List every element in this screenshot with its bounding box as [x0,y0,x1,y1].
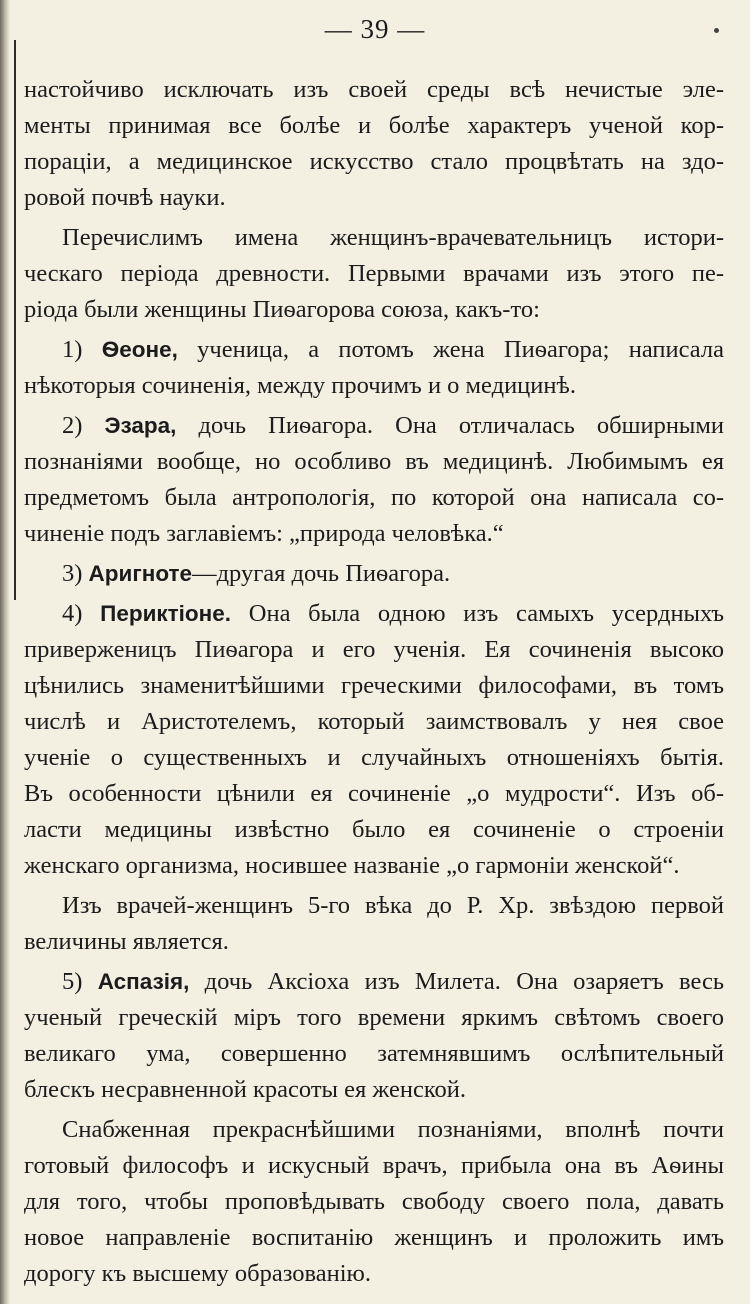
text-line [24,408,724,444]
item-number: 4) [62,600,83,627]
item-name: Периктiоне. [100,601,232,626]
text-line: женскаго организма, носившее названiе „о гармонiи женской“. [24,852,680,879]
item-name: Эзара, [104,413,177,438]
text-line: дорогу къ высшему образованiю. [24,1260,371,1287]
item-text: Она была одною изъ самыхъ усердныхъ [231,600,724,627]
text-line: для того, чтобы проповѣдывать свободу своего пола, давать [24,1188,724,1215]
page-text [24,72,724,1292]
text-line: приверженицъ Пиѳагора и его ученiя. Ея сочиненiя высоко [24,636,724,663]
item-name: Ѳеоне, [101,337,178,362]
speck [714,28,719,33]
paragraph-1 [24,72,724,216]
text-line: предметомъ была антропологiя, по которой она написала со- [24,484,724,511]
item-periktione [24,596,724,884]
text-line: ученiе о существенныхъ и случайныхъ отношенiяхъ бытiя. [24,744,724,771]
item-text: —другая дочь Пиѳагора. [192,560,451,587]
item-number: 3) [62,560,83,587]
item-text: ученица, а потомъ жена Пиѳагора; написала [177,336,724,363]
text-line: чиненiе подъ заглавiемъ: „природа человѣка.“ [24,520,504,547]
text-line: менты принимая все болѣе и болѣе характеръ ученой кор- [24,112,724,139]
item-theano [24,332,724,404]
text-line: величины является. [24,928,229,955]
text-line: ученый греческiй мiръ того времени яркимъ свѣтомъ своего [24,1004,724,1031]
item-number: 5) [62,968,83,995]
item-text: дочь Пиѳагора. Она отличалась обширными [176,412,724,439]
text-line: ровой почвѣ науки. [24,184,226,211]
margin-rule [14,40,16,600]
item-aspasia [24,964,724,1108]
text-line: блескъ несравненной красоты ея женской. [24,1076,466,1103]
text-line [24,332,724,368]
text-line [24,556,724,592]
text-line: порацiи, а медицинское искусство стало процвѣтать на здо- [24,148,724,175]
text-line: Въ особенности цѣнили ея сочиненiе „о мудрости“. Изъ об- [24,780,724,807]
text-line: Перечислимъ имена женщинъ-врачевательницъ истори- [62,224,724,251]
text-line: настойчиво исключать изъ своей среды всѣ нечистые эле- [24,76,724,103]
item-name: Аригноте [88,561,193,586]
text-line [24,596,724,632]
text-line: цѣнились знаменитѣйшими греческими философами, въ томъ [24,672,724,699]
text-line: рiода были женщины Пиѳагорова союза, какъ-то: [24,296,540,323]
text-line: нѣкоторыя сочиненiя, между прочимъ и о медицинѣ. [24,372,576,399]
text-line: Изъ врачей-женщинъ 5-го вѣка до Р. Хр. звѣздою первой [62,892,724,919]
paragraph-2 [24,220,724,328]
text-line: Снабженная прекраснѣйшими познанiями, вполнѣ почти [62,1116,724,1143]
text-line: числѣ и Аристотелемъ, который заимствовалъ у нея свое [24,708,724,735]
item-number: 2) [62,412,83,439]
paragraph-9 [24,1112,724,1292]
page-number: — 39 — [324,14,426,44]
page-binding-edge [0,0,10,1304]
text-line [24,964,724,1000]
item-esara [24,408,724,552]
text-line: готовый философъ и искусный врачъ, прибыла она въ Аѳины [24,1152,724,1179]
item-text: дочь Аксioха изъ Милета. Она озаряетъ весь [189,968,724,995]
item-number: 1) [62,336,83,363]
text-line: великаго ума, совершенно затемнявшимъ ослѣпительный [24,1040,724,1067]
text-line: ласти медицины извѣстно было ея сочиненiе о строенiи [24,816,724,843]
text-line: новое направленiе воспитанiю женщинъ и проложить имъ [24,1224,724,1251]
text-line: ческаго перiода древности. Первыми врачами изъ этого пе- [24,260,724,287]
text-line: познанiями вообще, но особливо въ медицинѣ. Любимымъ ея [24,448,724,475]
item-arignote [24,556,724,592]
item-name: Аспазiя, [97,969,190,994]
paragraph-7 [24,888,724,960]
